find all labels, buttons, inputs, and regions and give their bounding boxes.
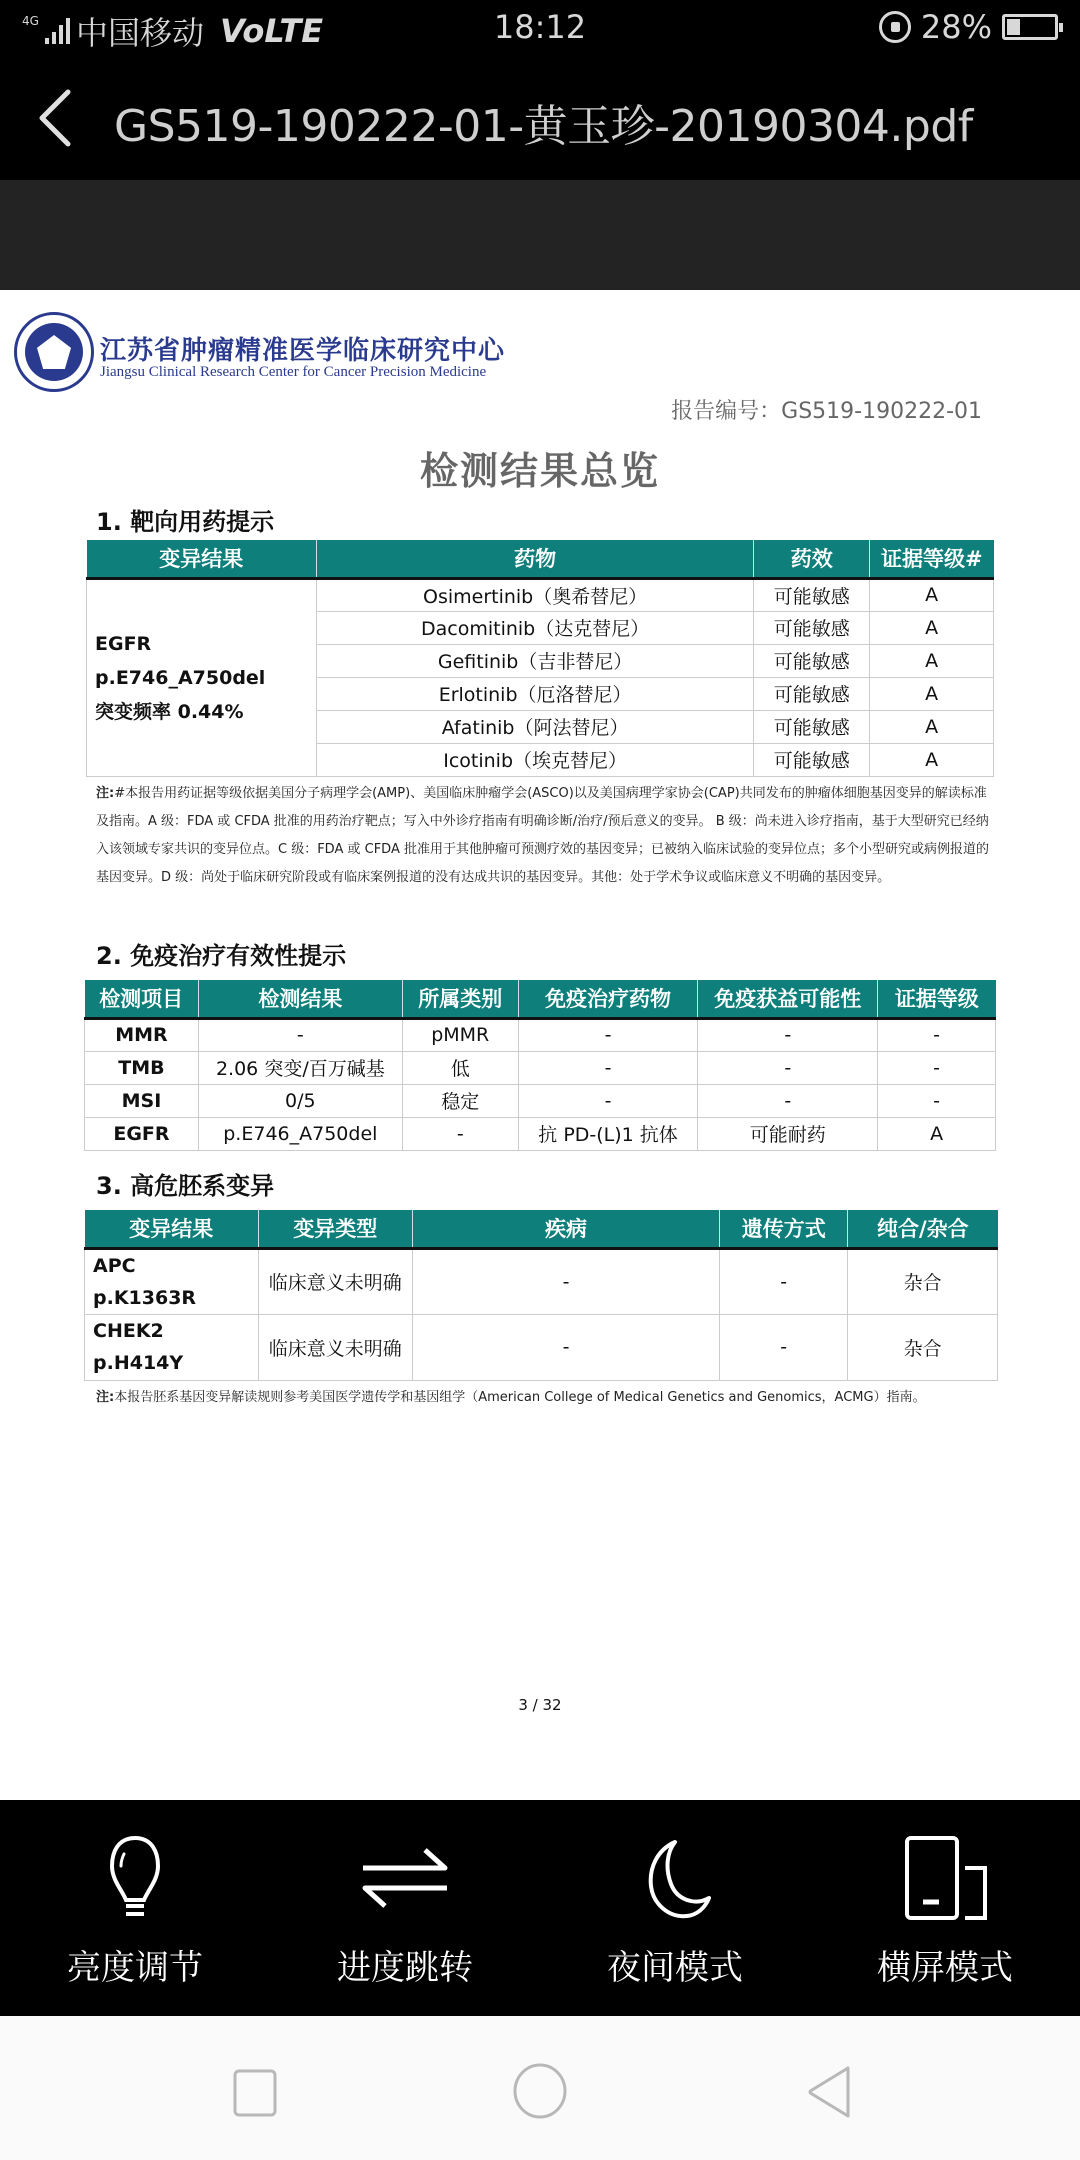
landscape-mode-button[interactable] [810, 1800, 1080, 2016]
night-mode-button[interactable] [540, 1800, 810, 2016]
table-row [85, 1314, 998, 1380]
drug-cell: Erlotinib（厄洛替尼） [316, 677, 753, 710]
page-indicator: 3 / 32 [518, 1696, 562, 1714]
col-header: 所属类别 [402, 980, 518, 1018]
type-cell: 临床意义未明确 [258, 1314, 412, 1380]
org-logo [14, 312, 94, 392]
level-cell: - [878, 1084, 996, 1117]
col-header: 遗传方式 [720, 1210, 848, 1248]
col-header: 免疫获益可能性 [698, 980, 878, 1018]
inheritance-cell: - [720, 1314, 848, 1380]
status-right [879, 8, 1058, 46]
result-cell: 2.06 突变/百万碱基 [198, 1051, 402, 1084]
variant-gene: EGFR [95, 632, 152, 655]
item-cell: MMR [85, 1018, 199, 1051]
file-title: GS519-190222-01-黄玉珍-20190304.pdf [114, 101, 973, 152]
progress-jump-label: 进度跳转 [337, 1948, 473, 1988]
effect-cell: 可能敏感 [754, 644, 870, 677]
drug-cell: - [518, 1018, 698, 1051]
drug-cell: Gefitinib（吉非替尼） [316, 644, 753, 677]
benefit-cell: - [698, 1051, 878, 1084]
evidence-note [96, 780, 991, 892]
level-cell: A [870, 710, 994, 743]
title-bar [0, 56, 1080, 180]
result-cell: 0/5 [198, 1084, 402, 1117]
inheritance-cell: - [720, 1248, 848, 1314]
brightness-label: 亮度调节 [67, 1948, 203, 1988]
variant-gene: APC [93, 1254, 136, 1277]
note-label: 注: [96, 786, 115, 801]
col-header: 药物 [316, 540, 753, 578]
recents-button[interactable] [232, 2068, 278, 2118]
targeted-therapy-table [86, 540, 994, 777]
level-cell: A [878, 1117, 996, 1150]
drug-cell: Afatinib（阿法替尼） [316, 710, 753, 743]
benefit-cell: 可能耐药 [698, 1117, 878, 1150]
category-cell: 稳定 [402, 1084, 518, 1117]
result-cell: - [198, 1018, 402, 1051]
level-cell: A [870, 644, 994, 677]
volte-label: VoLTE [219, 12, 324, 50]
battery-icon [1002, 14, 1058, 40]
drug-cell: Icotinib（埃克替尼） [316, 743, 753, 776]
section3-heading: 3. 高危胚系变异 [96, 1172, 275, 1200]
item-cell: EGFR [85, 1117, 199, 1150]
table-row [85, 1117, 996, 1150]
table-row [85, 1084, 996, 1117]
note-text: #本报告用药证据等级依据美国分子病理学会(AMP)、美国临床肿瘤学会(ASCO)以及美国病理学家协会(CAP)共同发布的肿瘤体细胞基因变异的解读标准及指南。A 级：FDA 或 CFDA 批准的用药治疗靶点；写入中外诊疗指南有明确诊断/治疗/预后意义的变异。 B 级：尚未进入诊疗指南，基于大型研究已经纳入该领域专家共识的变异位点。C 级：FDA 或 CFDA 批准用于其他肿瘤可预测疗效的基因变异；已被纳入临床试验的变异位点；多个小型研究或病例报道的基因变异。D 级：尚处于临床研究阶段或有临床案例报道的没有达成共识的基因变异。其他：处于学术争议或临床意义不明确的基因变异。 [96, 786, 989, 885]
table-row [87, 578, 994, 611]
variant-cell [85, 1314, 259, 1380]
col-header: 免疫治疗药物 [518, 980, 698, 1018]
chevron-left-icon [30, 88, 90, 148]
germline-note [96, 1384, 1016, 1412]
col-header: 变异结果 [87, 540, 317, 578]
effect-cell: 可能敏感 [754, 611, 870, 644]
item-cell: TMB [85, 1051, 199, 1084]
effect-cell: 可能敏感 [754, 743, 870, 776]
variant-change: p.H414Y [93, 1352, 184, 1374]
zygosity-cell: 杂合 [848, 1248, 998, 1314]
swap-arrows-icon [355, 1834, 455, 1924]
back-nav-button[interactable] [804, 2064, 854, 2120]
battery-percent: 28% [920, 8, 992, 46]
level-cell: A [870, 578, 994, 611]
system-nav-bar [0, 2016, 1080, 2160]
drug-cell: Dacomitinib（达克替尼） [316, 611, 753, 644]
doc-title: 检测结果总览 [419, 449, 660, 493]
drug-cell: Osimertinib（奥希替尼） [316, 578, 753, 611]
note-text: 本报告胚系基因变异解读规则参考美国医学遗传学和基因组学（American College of Medical Genetics and Genomics，ACMG）指南。 [114, 1390, 926, 1405]
table-row [85, 1051, 996, 1084]
immunotherapy-table [84, 980, 996, 1151]
drug-cell: - [518, 1084, 698, 1117]
col-header: 变异类型 [258, 1210, 412, 1248]
zygosity-cell: 杂合 [848, 1314, 998, 1380]
org-name-en: Jiangsu Clinical Research Center for Cancer Precision Medicine [100, 364, 487, 380]
disease-cell: - [412, 1248, 720, 1314]
org-name-cn: 江苏省肿瘤精准医学临床研究中心 [100, 336, 506, 366]
status-bar [0, 0, 1080, 56]
germline-table [84, 1210, 998, 1381]
level-cell: A [870, 677, 994, 710]
level-cell: A [870, 743, 994, 776]
network-type: 4G [22, 14, 39, 28]
col-header: 药效 [754, 540, 870, 578]
col-header: 证据等级 [878, 980, 996, 1018]
report-number: 报告编号：GS519-190222-01 [671, 399, 982, 424]
section2-heading: 2. 免疫治疗有效性提示 [96, 942, 347, 970]
col-header: 检测项目 [85, 980, 199, 1018]
drug-cell: - [518, 1051, 698, 1084]
night-mode-label: 夜间模式 [607, 1948, 743, 1988]
note-label: 注: [96, 1390, 115, 1405]
variant-gene: CHEK2 [93, 1320, 164, 1342]
lightbulb-icon [100, 1834, 170, 1924]
page-gap [0, 180, 1080, 290]
category-cell: - [402, 1117, 518, 1150]
effect-cell: 可能敏感 [754, 677, 870, 710]
level-cell: - [878, 1051, 996, 1084]
variant-change: p.K1363R [93, 1286, 197, 1309]
variant-cell [87, 578, 317, 776]
col-header: 纯合/杂合 [848, 1210, 998, 1248]
category-cell: 低 [402, 1051, 518, 1084]
col-header: 疾病 [412, 1210, 720, 1248]
variant-change: p.E746_A750del [95, 666, 266, 689]
drug-cell: 抗 PD-(L)1 抗体 [518, 1117, 698, 1150]
back-button[interactable] [30, 88, 90, 148]
benefit-cell: - [698, 1018, 878, 1051]
col-header: 检测结果 [198, 980, 402, 1018]
pdf-page[interactable] [0, 290, 1080, 1800]
disease-cell: - [412, 1314, 720, 1380]
rotation-lock-icon [879, 11, 911, 43]
progress-jump-button[interactable] [270, 1800, 540, 2016]
table-row [85, 1018, 996, 1051]
col-header: 证据等级# [870, 540, 994, 578]
home-button[interactable] [512, 2062, 568, 2120]
rotate-screen-icon [895, 1834, 995, 1924]
brightness-button[interactable] [0, 1800, 270, 2016]
level-cell: A [870, 611, 994, 644]
col-header: 变异结果 [85, 1210, 259, 1248]
effect-cell: 可能敏感 [754, 710, 870, 743]
variant-frequency: 突变频率 0.44% [95, 700, 244, 723]
effect-cell: 可能敏感 [754, 578, 870, 611]
variant-cell [85, 1248, 259, 1314]
item-cell: MSI [85, 1084, 199, 1117]
category-cell: pMMR [402, 1018, 518, 1051]
section1-heading: 1. 靶向用药提示 [96, 508, 275, 536]
level-cell: - [878, 1018, 996, 1051]
table-row [85, 1248, 998, 1314]
landscape-mode-label: 横屏模式 [877, 1948, 1013, 1988]
result-cell: p.E746_A750del [198, 1117, 402, 1150]
type-cell: 临床意义未明确 [258, 1248, 412, 1314]
carrier-name: 中国移动 [75, 14, 204, 52]
reader-toolbar [0, 1800, 1080, 2016]
clock: 18:12 [493, 8, 587, 46]
moon-icon [635, 1834, 715, 1924]
benefit-cell: - [698, 1084, 878, 1117]
